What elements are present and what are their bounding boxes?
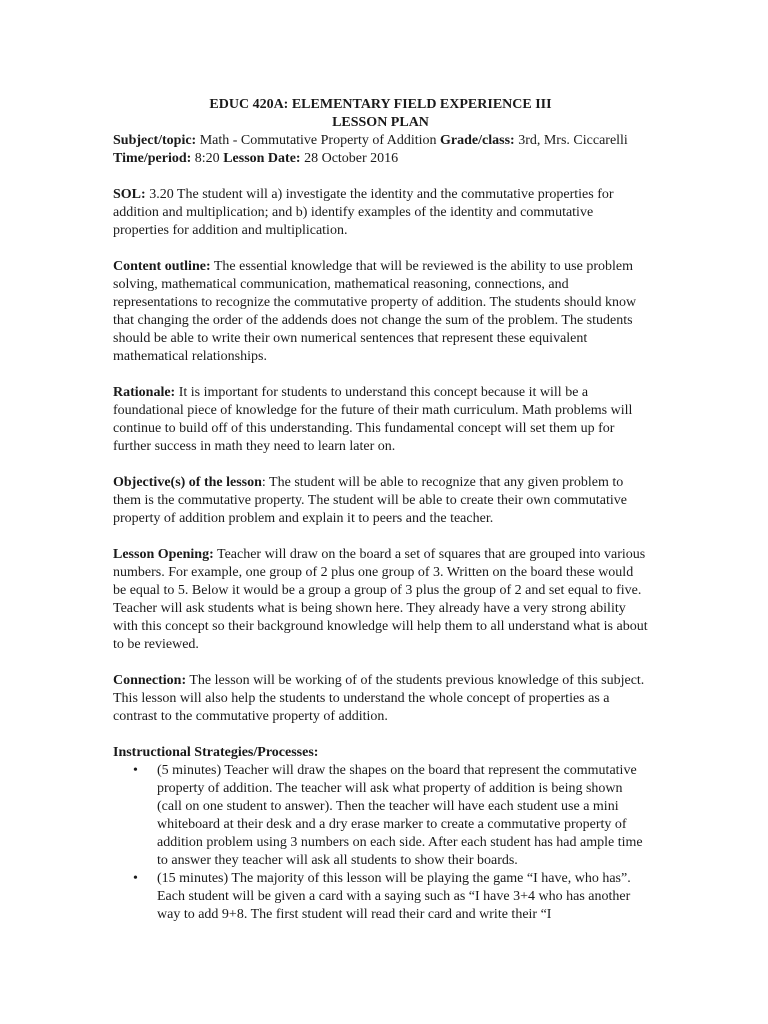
- lesson-opening-paragraph: [113, 546, 648, 654]
- rationale-text: It is important for students to understand this concept because it will be a foundational piece of knowledge for the future of their math curriculum. Math problems will continue to build off of this understanding. This fundamental concept will set them up for further success in math they need to learn later on.: [113, 385, 633, 454]
- grade-label: Grade/class:: [440, 133, 515, 148]
- content-outline-text: The essential knowledge that will be reviewed is the ability to use problem solving, mathematical communication, mathematical reasoning, connections, and representations to recognize the commutative property of addition. The students should know that changing the order of the addends does not change the sum of the problem. The students should be able to write their own numerical sentences that represent these equivalent mathematical relationships.: [113, 259, 637, 364]
- course-title: EDUC 420A: ELEMENTARY FIELD EXPERIENCE III: [209, 97, 552, 112]
- lesson-opening-label: Lesson Opening:: [113, 547, 214, 562]
- instructional-label: Instructional Strategies/Processes:: [113, 745, 319, 760]
- subject-value: Math - Commutative Property of Addition: [196, 133, 441, 148]
- grade-value: 3rd, Mrs. Ciccarelli: [514, 133, 628, 148]
- connection-label: Connection:: [113, 673, 187, 688]
- instructional-list: [113, 762, 648, 924]
- list-item: • (5 minutes) Teacher will draw the shapes on the board that represent the commutative property of addition. The teacher will ask what property of addition is being shown (call on one student to answer). Then the teacher will have each student use a mini whiteboard at their desk and a dry erase marker to create a commutative property of addition problem using 3 numbers on each side. After each student has had ample time to answer they teacher will ask all students to show their boards.: [113, 762, 648, 870]
- time-value: 8:20: [191, 151, 224, 166]
- date-label: Lesson Date:: [223, 151, 301, 166]
- sol-paragraph: [113, 186, 648, 240]
- objectives-label: Objective(s) of the lesson: [113, 475, 262, 490]
- list-item: • (15 minutes) The majority of this lesson will be playing the game “I have, who has”. Each student will be given a card with a saying such as “I have 3+4 who has another way to add 9+8. The first student will read their card and write their “I: [113, 870, 648, 924]
- document-type-heading: LESSON PLAN: [332, 115, 429, 130]
- time-label: Time/period:: [113, 151, 192, 166]
- sol-label: SOL:: [113, 187, 146, 202]
- objectives-paragraph: [113, 474, 648, 528]
- date-value: 28 October 2016: [300, 151, 399, 166]
- content-outline-paragraph: [113, 258, 648, 366]
- lesson-meta: [113, 132, 648, 168]
- connection-paragraph: [113, 672, 648, 726]
- rationale-paragraph: [113, 384, 648, 456]
- content-outline-label: Content outline:: [113, 259, 211, 274]
- objectives-text: : The student will be able to recognize that any given problem to them is the commutative property. The student will be able to create their own commutative property of addition problem and explain it to peers and the teacher.: [113, 475, 627, 526]
- lesson-plan-body: [113, 96, 648, 924]
- rationale-label: Rationale:: [113, 385, 176, 400]
- sol-text: 3.20 The student will a) investigate the identity and the commutative properties for addition and multiplication; and b) identify examples of the identity and commutative properties for addition and multiplication.: [113, 187, 614, 238]
- instructional-heading: [113, 744, 648, 762]
- lesson-opening-text: Teacher will draw on the board a set of squares that are grouped into various numbers. For example, one group of 2 plus one group of 3. Written on the board these would be equal to 5. Below it would be a group a group of 3 plus the group of 2 and set equal to five. Teacher will ask students what is being shown here. They already have a very strong ability with this concept so their background knowledge will help them to all understand what is about to be reviewed.: [113, 547, 648, 652]
- connection-text: The lesson will be working of of the students previous knowledge of this subject. This lesson will also help the students to understand the whole concept of properties as a contrast to the commutative property of addition.: [113, 673, 645, 724]
- subject-label: Subject/topic:: [113, 133, 197, 148]
